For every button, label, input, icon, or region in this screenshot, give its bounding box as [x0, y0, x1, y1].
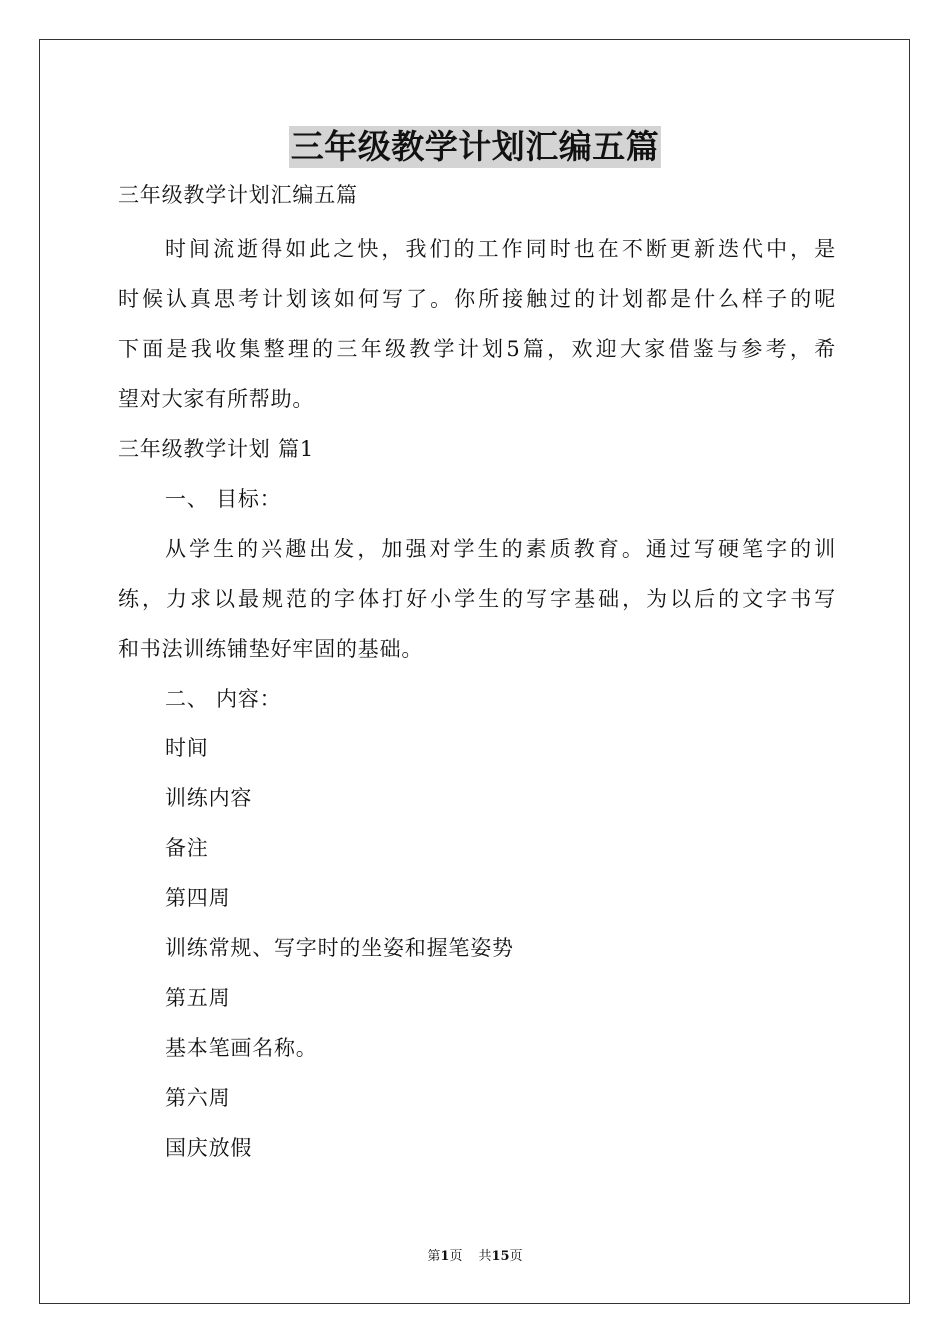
paragraph-line: 时候认真思考计划该如何写了。你所接触过的计划都是什么样子的呢 [118, 287, 836, 311]
section-heading: 三年级教学计划 篇1 [118, 437, 315, 461]
page-border [39, 39, 910, 1304]
total-pages: 15 [491, 1249, 510, 1264]
page-suffix: 页 [449, 1249, 463, 1264]
paragraph-line: 和书法训练铺垫好牢固的基础。 [118, 637, 424, 661]
list-heading: 二、 内容： [165, 687, 282, 711]
list-item: 时间 [165, 736, 209, 760]
list-item: 第六周 [165, 1086, 231, 1110]
subtitle-line: 三年级教学计划汇编五篇 [118, 183, 358, 207]
list-item: 国庆放假 [165, 1136, 253, 1160]
list-item: 训练常规、写字时的坐姿和握笔姿势 [165, 936, 514, 960]
list-item: 训练内容 [165, 786, 253, 810]
title-container [0, 126, 950, 168]
list-item: 基本笔画名称。 [165, 1036, 318, 1060]
paragraph-line: 从学生的兴趣出发，加强对学生的素质教育。通过写硬笔字的训 [165, 537, 836, 561]
paragraph-line: 望对大家有所帮助。 [118, 387, 315, 411]
document-title: 三年级教学计划汇编五篇 [290, 127, 660, 166]
page-number: 1 [440, 1249, 450, 1264]
list-item: 备注 [165, 836, 209, 860]
total-prefix: 共 [478, 1249, 492, 1264]
paragraph-line: 时间流逝得如此之快，我们的工作同时也在不断更新迭代中，是 [165, 237, 836, 261]
paragraph-line: 练，力求以最规范的字体打好小学生的写字基础，为以后的文字书写 [118, 587, 836, 611]
page-prefix: 第 [427, 1249, 441, 1264]
list-item: 第五周 [165, 986, 231, 1010]
list-item: 第四周 [165, 886, 231, 910]
list-heading: 一、 目标： [165, 487, 282, 511]
page-footer [0, 1248, 950, 1266]
paragraph-line: 下面是我收集整理的三年级教学计划5篇，欢迎大家借鉴与参考，希 [118, 337, 836, 361]
total-suffix: 页 [509, 1249, 523, 1264]
